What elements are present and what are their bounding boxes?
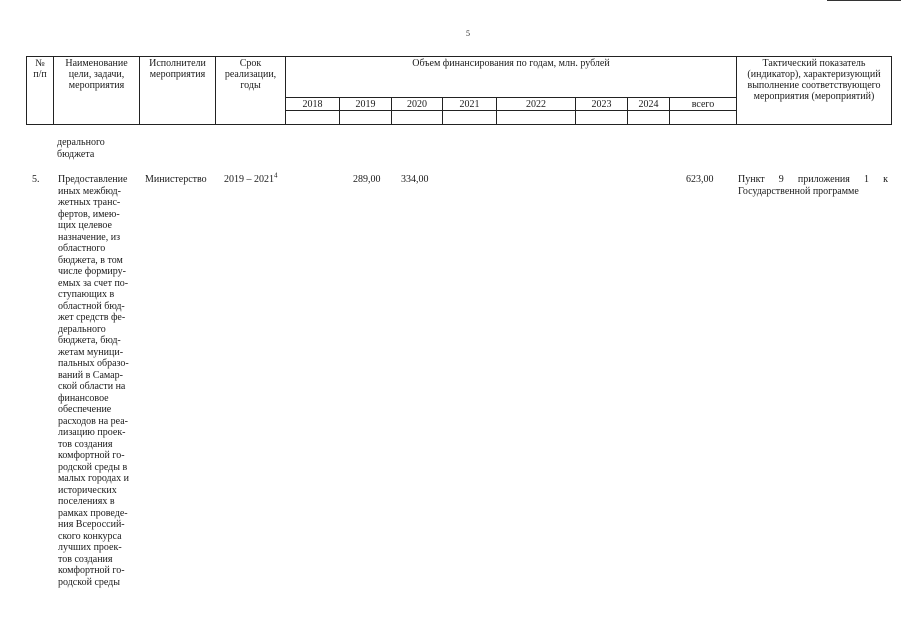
row-goal-text: Предоставление иных межбюд- жетных транс- фертов, имею- щих целевое назначение, из областного бюджета, в том числе формиру- емых за счет по- ступающих в областной бюд- жет средств фе- дерального бюджета, бюд- жетам муници- пальных образо- ваний в Самар- ской области на финансовое обеспечение расходов на реа- лизацию проек- тов создания комфортной го- родской среды в малых городах и исторических поселениях в рамках проведе- ния Всероссий- ского конкурса лучших проек- тов создания комфортной го- родской среды <box>58 174 129 588</box>
header-executors: Исполнители мероприятия <box>140 57 216 125</box>
row-number: 5. <box>32 174 40 185</box>
row-value-2020: 334,00 <box>401 174 429 185</box>
row-term <box>224 171 278 186</box>
blank-cell <box>340 111 392 125</box>
header-name: Наименование цели, задачи, мероприятия <box>54 57 140 125</box>
header-num: № п/п <box>27 57 54 125</box>
row-value-2019: 289,00 <box>353 174 381 185</box>
header-year-2023: 2023 <box>576 98 628 111</box>
row-term-years: 2019 – 2021 <box>224 174 274 185</box>
row-term-footnote: 4 <box>274 171 278 180</box>
header-year-2020: 2020 <box>392 98 443 111</box>
financing-table-header <box>26 56 892 125</box>
header-indicator: Тактический показатель (индикатор), характеризующий выполнение соответствующего мероприятия (мероприятий) <box>737 57 892 125</box>
continuation-text: дерального бюджета <box>57 137 105 160</box>
page-number: 5 <box>466 29 470 38</box>
blank-cell <box>497 111 576 125</box>
blank-cell <box>392 111 443 125</box>
row-executor: Министерство <box>145 174 207 185</box>
blank-cell <box>286 111 340 125</box>
blank-cell <box>576 111 628 125</box>
header-financing: Объем финансирования по годам, млн. рублей <box>286 57 737 98</box>
header-year-2024: 2024 <box>628 98 670 111</box>
top-rule <box>827 0 901 1</box>
row-value-total: 623,00 <box>686 174 714 185</box>
header-year-2018: 2018 <box>286 98 340 111</box>
header-year-2022: 2022 <box>497 98 576 111</box>
header-year-2021: 2021 <box>443 98 497 111</box>
header-year-2019: 2019 <box>340 98 392 111</box>
blank-cell <box>628 111 670 125</box>
blank-cell <box>443 111 497 125</box>
header-year-total: всего <box>670 98 737 111</box>
header-term: Срок реализации, годы <box>216 57 286 125</box>
row-indicator: Пункт 9 приложения 1 к Государственной программе <box>738 174 888 197</box>
blank-cell <box>670 111 737 125</box>
